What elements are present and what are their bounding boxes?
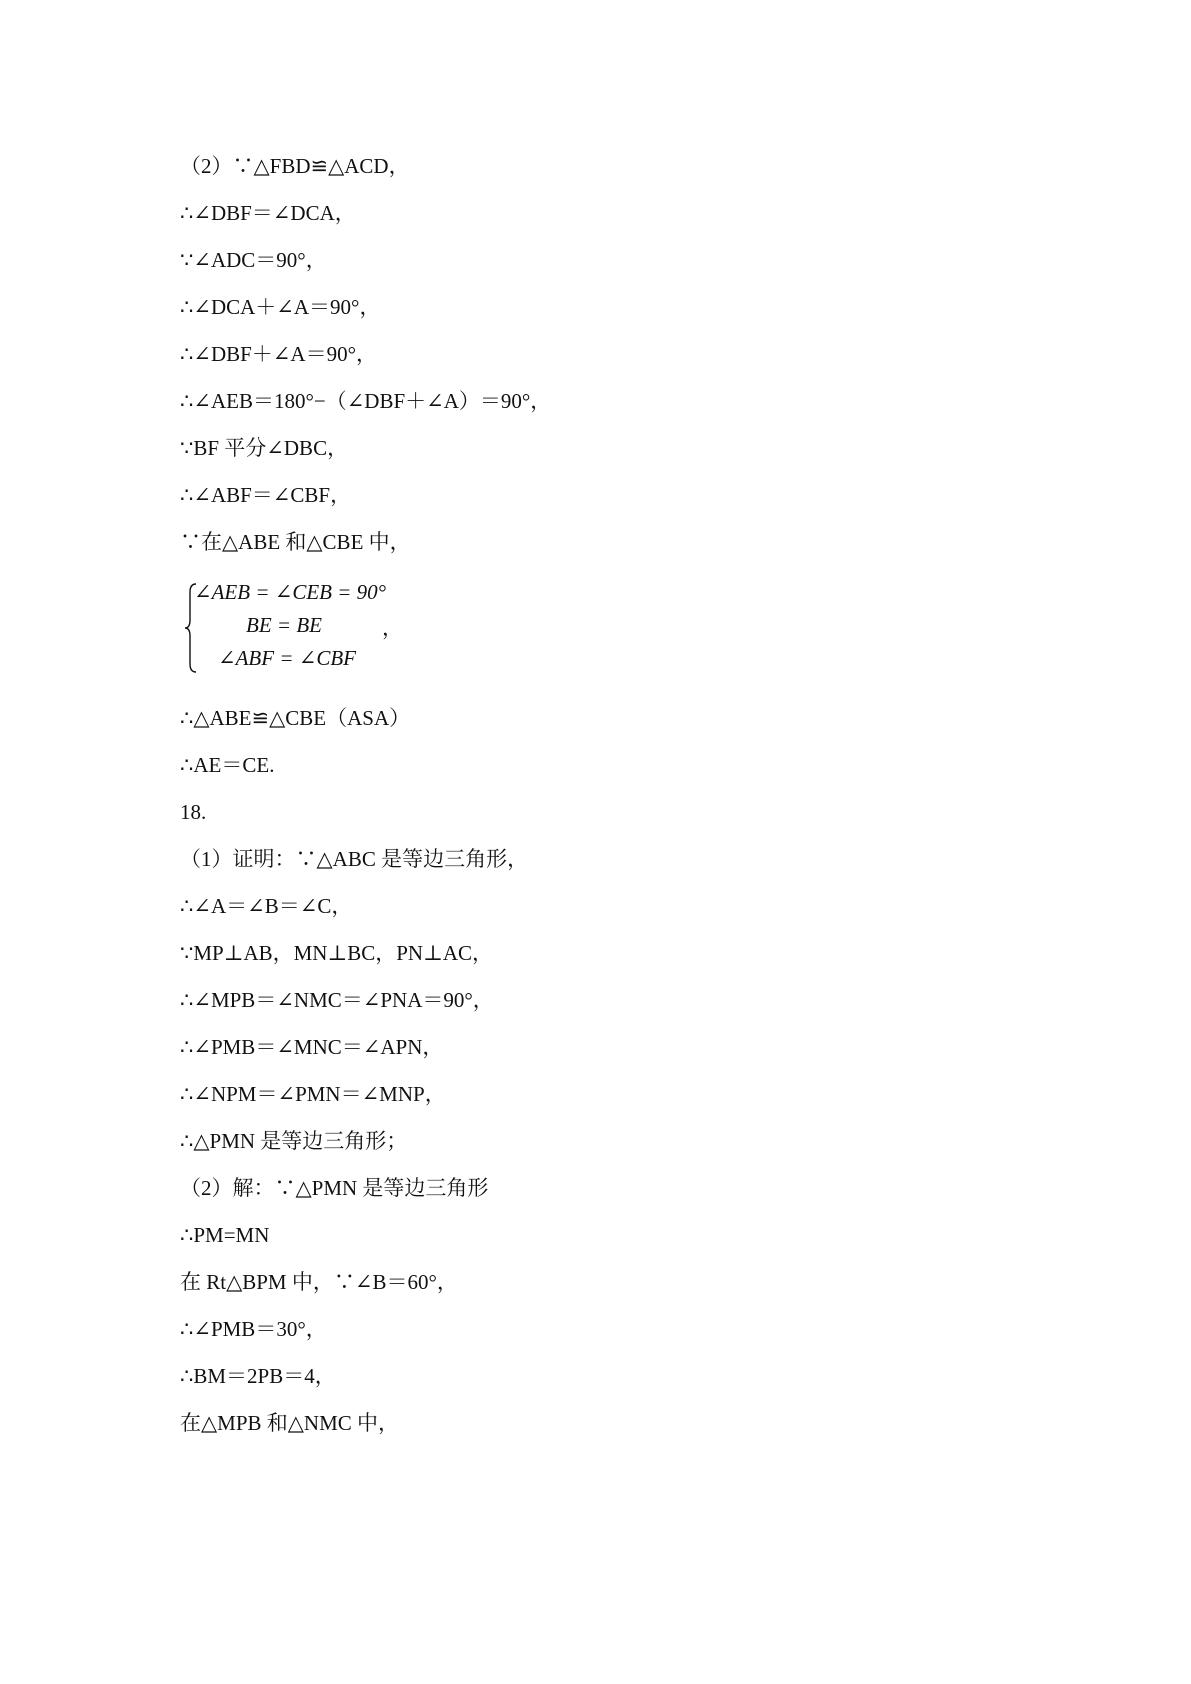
equation-system [184,578,424,678]
text-line: ∴BM＝2PB＝4， [180,1364,336,1388]
text-line: ∴∠DBF＝∠DCA， [180,201,356,225]
text-line: ∴∠NPM＝∠PMN＝∠MNP， [180,1082,446,1106]
equation-line-2: BE = BE [246,613,322,637]
text-line: ∵MP⊥AB，MN⊥BC，PN⊥AC， [180,941,494,965]
text-line: ∴∠AEB＝180°−（∠DBF＋∠A）＝90°， [180,389,552,413]
equation-line-3: ∠ABF = ∠CBF [218,646,357,670]
text-line: ∴∠PMB＝∠MNC＝∠APN， [180,1035,444,1059]
text-line: ∴△ABE≌△CBE（ASA） [180,706,411,730]
text-line: ∴∠DCA＋∠A＝90°， [180,295,381,319]
text-line: （2）解：∵△PMN 是等边三角形 [180,1176,489,1200]
text-line: ∵在△ABE 和△CBE 中， [180,530,411,554]
text-line: ∴∠ABF＝∠CBF， [180,483,352,507]
question-number: 18. [180,800,207,824]
text-line: ∵BF 平分∠DBC， [180,436,349,460]
equation-comma: ， [382,616,403,640]
text-line: （1）证明：∵△ABC 是等边三角形， [180,847,529,871]
text-line: ∴AE＝CE. [180,753,275,777]
text-line: ∴∠MPB＝∠NMC＝∠PNA＝90°， [180,988,494,1012]
text-line: ∴∠DBF＋∠A＝90°， [180,342,377,366]
text-line: ∴∠PMB＝30°， [180,1317,327,1341]
text-line: ∴∠A＝∠B＝∠C， [180,894,353,918]
text-line: （2）∵△FBD≌△ACD， [180,154,410,178]
text-line: ∵∠ADC＝90°， [180,248,327,272]
text-line: ∴△PMN 是等边三角形； [180,1129,408,1153]
equation-line-1: ∠AEB = ∠CEB = 90° [194,580,387,604]
text-line: ∴PM=MN [180,1223,270,1247]
text-line: 在 Rt△BPM 中，∵∠B＝60°， [180,1270,458,1294]
text-line: 在△MPB 和△NMC 中， [180,1411,400,1435]
